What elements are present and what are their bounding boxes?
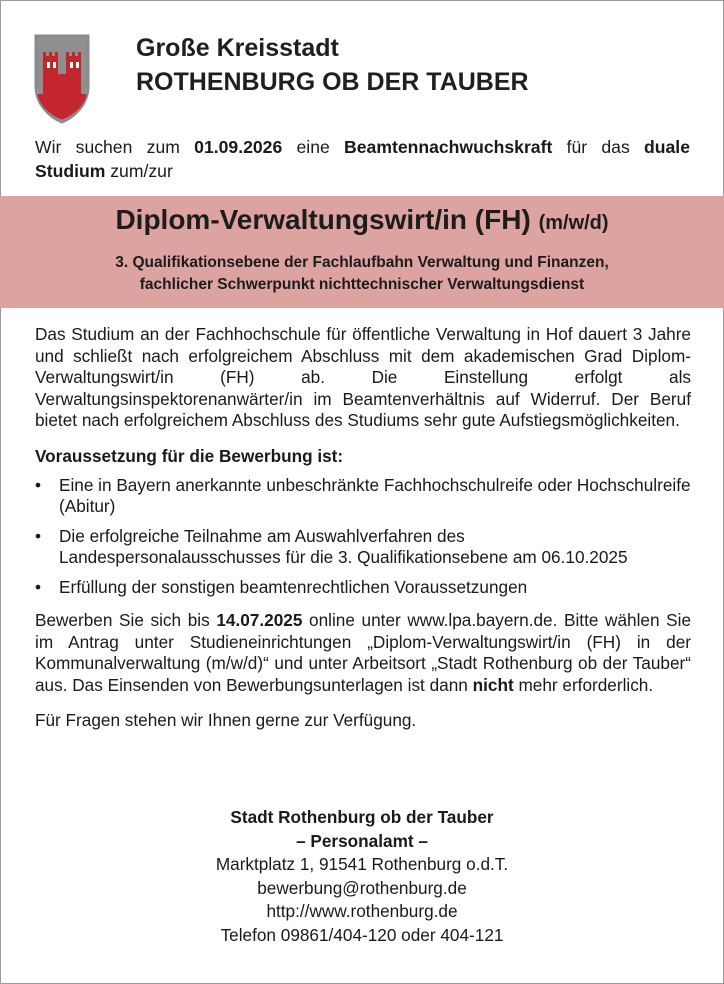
program-name: duale Studium	[35, 137, 690, 181]
emphasis-nicht: nicht	[472, 674, 514, 695]
header	[34, 30, 694, 126]
intro-text: Wir suchen zum 01.09.2026 eine Beamtennachwuchskraft für das duale Studium zum/zur	[35, 137, 690, 181]
job-subtitle: 3. Qualifikationsebene der Fachlaufbahn Verwaltung und Finanzen, fachlicher Schwerpunkt nichttechnischer Verwaltungsdienst	[115, 254, 609, 293]
role-name: Beamtennachwuchskraft	[344, 137, 553, 157]
job-banner	[0, 196, 724, 308]
contact-website[interactable]: http://www.rothenburg.de	[266, 901, 458, 921]
bullet-icon: •	[35, 525, 42, 546]
requirements-list	[35, 475, 691, 599]
org-name-line2: ROTHENBURG OB DER TAUBER	[136, 68, 529, 96]
contact-phone: Telefon 09861/404-120 oder 404-121	[220, 924, 504, 945]
contact-email[interactable]: bewerbung@rothenburg.de	[257, 877, 467, 898]
job-title: Diplom-Verwaltungswirt/in (FH) (m/w/d)	[115, 204, 609, 235]
contact-department: – Personalamt –	[296, 830, 428, 851]
coat-of-arms-icon	[34, 34, 90, 124]
contact-name: Stadt Rothenburg ob der Tauber	[230, 807, 494, 827]
main-content	[35, 324, 691, 732]
application-paragraph: Bewerben Sie sich bis 14.07.2025 online unter www.lpa.bayern.de. Bitte wählen Sie im Antrag unter Studieneinrichtungen „Diplom-Verwaltungswirt/in (FH) in der Kommunalverwaltung (m/w/d)“ und unter Arbeitsort „Stadt Rothenburg ob der Tauber“ aus. Das Einsenden von Bewerbungsunterlagen ist dann nicht mehr erforderlich.	[35, 610, 691, 695]
deadline-date: 14.07.2025	[216, 610, 303, 630]
questions-line: Für Fragen stehen wir Ihnen gerne zur Verfügung.	[35, 710, 417, 730]
contact-block	[0, 806, 724, 947]
bullet-icon: •	[35, 576, 42, 597]
requirements-heading: Voraussetzung für die Bewerbung ist:	[35, 445, 344, 466]
start-date: 01.09.2026	[194, 137, 283, 157]
list-item: • Die erfolgreiche Teilnahme am Auswahlverfahren des Landespersonalausschusses für die 3. Qualifikationsebene am 06.10.2025	[35, 525, 628, 567]
contact-address: Marktplatz 1, 91541 Rothenburg o.d.T.	[215, 854, 509, 874]
list-item: • Erfüllung der sonstigen beamtenrechtlichen Voraussetzungen	[35, 576, 528, 597]
list-item: • Eine in Bayern anerkannte unbeschränkte Fachhochschulreife oder Hochschulreife (Abitur)	[35, 474, 691, 516]
bullet-icon: •	[35, 474, 42, 495]
description-paragraph: Das Studium an der Fachhochschule für öffentliche Verwaltung in Hof dauert 3 Jahre und schließt nach erfolgreichem Abschluss mit dem akademischen Grad Diplom-Verwaltungswirt/in (FH) ab. Die Einstellung erfolgt als Verwaltungsinspektorenanwärter/in im Beamtenverhältnis auf Widerruf. Der Beruf bietet nach erfolgreichem Abschluss des Studiums sehr gute Aufstiegsmöglichkeiten.	[35, 324, 691, 430]
gender-tag: (m/w/d)	[538, 212, 609, 234]
org-name-line1: Große Kreisstadt	[136, 34, 339, 62]
